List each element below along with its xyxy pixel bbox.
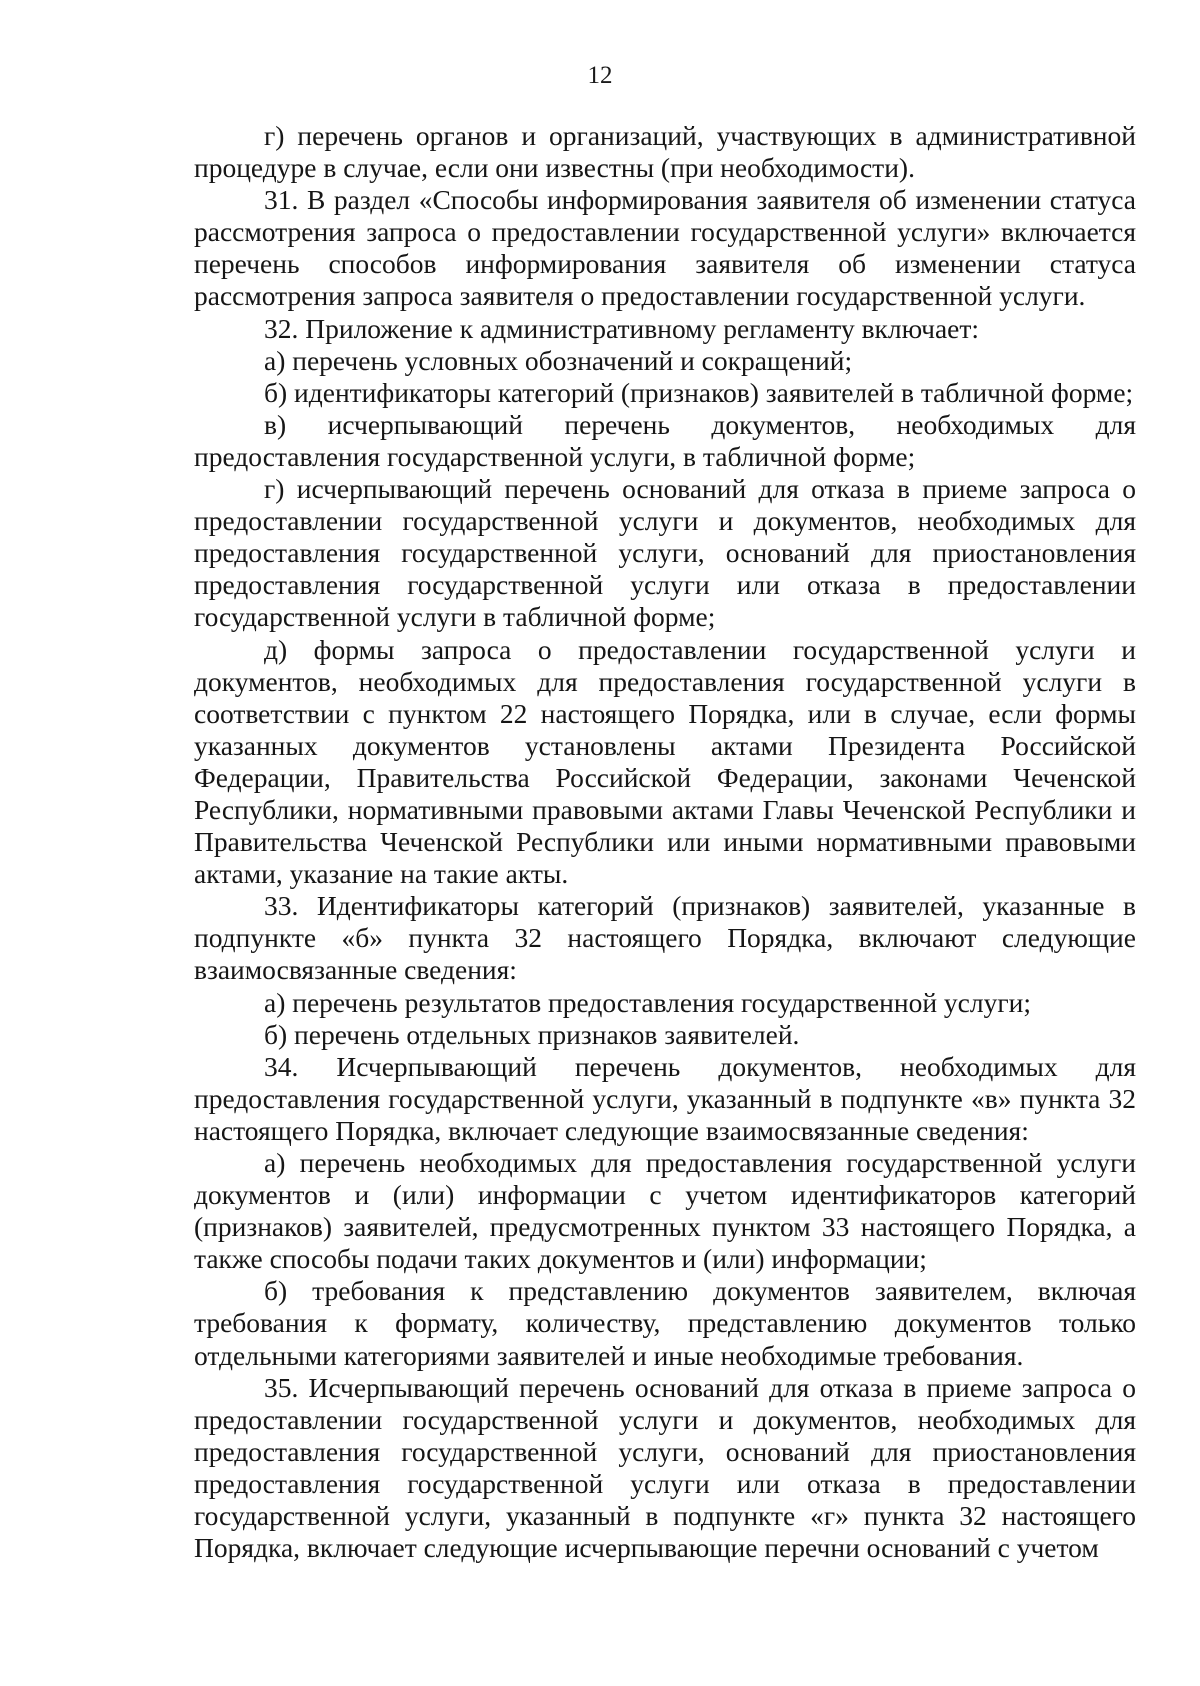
paragraph-35: 35. Исчерпывающий перечень оснований для отказа в приеме запроса о предоставлении государственной услуги и документов, необходимых для предоставления государственной услуги, оснований для приостановления предоставления государственной услуги или отказа в предоставлении государственной услуги, указанный в подпункте «г» пункта 32 настоящего Порядка, включает следующие исчерпывающие перечни оснований с учетом [194, 1371, 1136, 1564]
paragraph-34-a: а) перечень необходимых для предоставления государственной услуги документов и (или) информации с учетом идентификаторов категорий (признаков) заявителей, предусмотренных пунктом 33 настоящего Порядка, а также способы подачи таких документов и (или) информации; [194, 1147, 1136, 1275]
paragraph-34-b: б) требования к представлению документов заявителем, включая требования к формату, количеству, представлению документов только отдельными категориями заявителей и иные необходимые требования. [194, 1275, 1136, 1371]
paragraph-32-d: д) формы запроса о предоставлении государственной услуги и документов, необходимых для предоставления государственной услуги в соответствии с пунктом 22 настоящего Порядка, или в случае, если формы указанных документов установлены актами Президента Российской Федерации, Правительства Российской Федерации, законами Чеченской Республики, нормативными правовыми актами Главы Чеченской Республики и Правительства Чеченской Республики или иными нормативными правовыми актами, указание на такие акты. [194, 633, 1136, 890]
paragraph-32-g: г) исчерпывающий перечень оснований для отказа в приеме запроса о предоставлении государственной услуги и документов, необходимых для предоставления государственной услуги, оснований для приостановления предоставления государственной услуги или отказа в предоставлении государственной услуги в табличной форме; [194, 473, 1136, 633]
paragraph-32-b: б) идентификаторы категорий (признаков) заявителей в табличной форме; [264, 376, 1134, 408]
paragraph-32: 32. Приложение к административному регламенту включает: [264, 312, 980, 344]
page-number: 12 [587, 62, 613, 89]
paragraph-32-a: а) перечень условных обозначений и сокращений; [264, 344, 853, 376]
paragraph-31: 31. В раздел «Способы информирования заявителя об изменении статуса рассмотрения запроса о предоставлении государственной услуги» включается перечень способов информирования заявителя об изменении статуса рассмотрения запроса заявителя о предоставлении государственной услуги. [194, 184, 1136, 312]
paragraph-33: 33. Идентификаторы категорий (признаков) заявителей, указанные в подпункте «б» пункта 32 настоящего Порядка, включают следующие взаимосвязанные сведения: [194, 890, 1136, 986]
paragraph-item-g-organizations: г) перечень органов и организаций, участвующих в административной процедуре в случае, если они известны (при необходимости). [194, 120, 1136, 184]
paragraph-33-b: б) перечень отдельных признаков заявителей. [264, 1018, 800, 1050]
paragraph-34: 34. Исчерпывающий перечень документов, необходимых для предоставления государственной услуги, указанный в подпункте «в» пункта 32 настоящего Порядка, включает следующие взаимосвязанные сведения: [194, 1050, 1136, 1146]
paragraph-33-a: а) перечень результатов предоставления государственной услуги; [264, 986, 1031, 1018]
paragraph-32-v: в) исчерпывающий перечень документов, необходимых для предоставления государственной услуги, в табличной форме; [194, 408, 1136, 472]
document-body [194, 120, 1136, 1564]
